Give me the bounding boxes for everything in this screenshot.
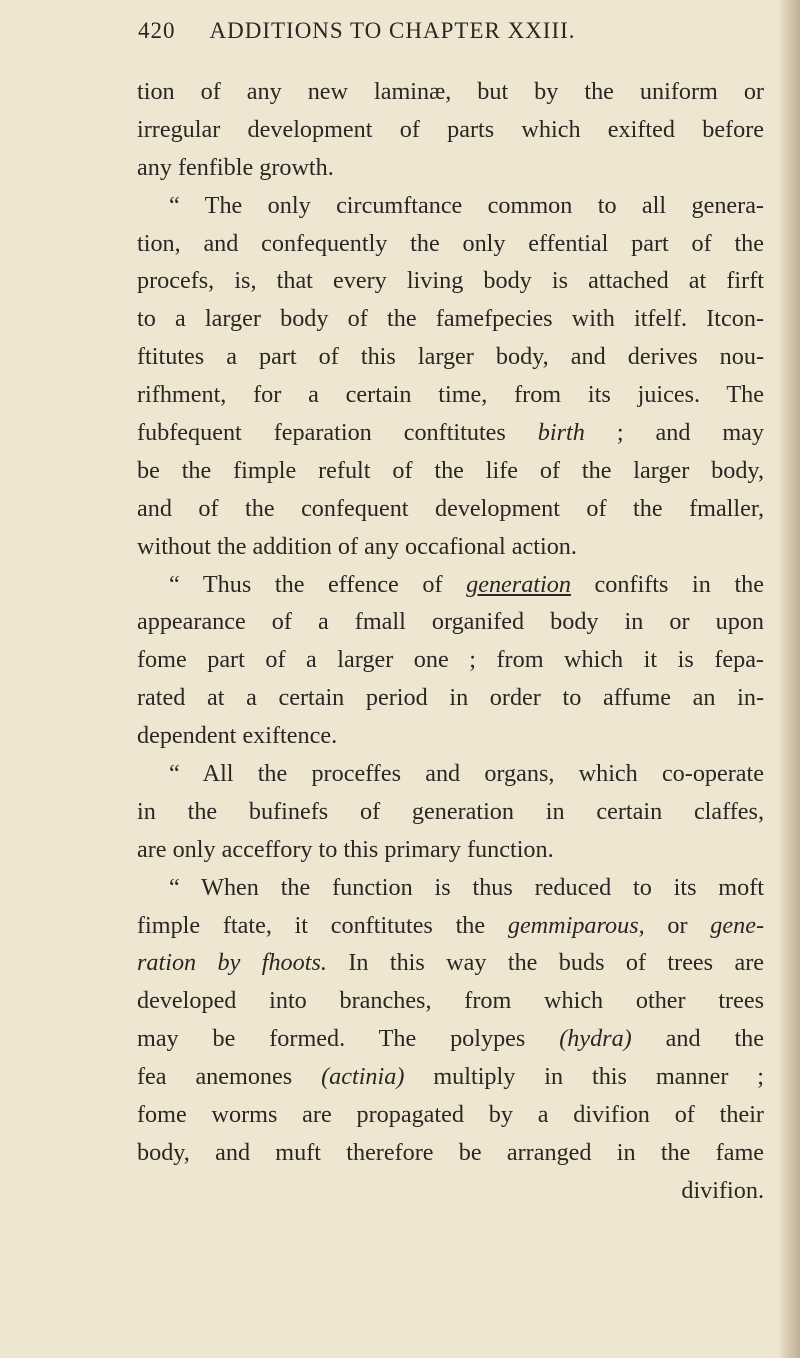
text-line: “ All the proceffes and organs, which co-operate [169,760,764,788]
text-run: confifts in the [594,570,764,598]
text-run: ; and may [616,419,765,447]
italic-term: (actinia) [321,1063,405,1091]
text-line: tion of any new laminæ, but by the uniform or [137,78,764,105]
text-line: rifhment, for a certain time, from its juices. The [137,381,764,409]
text-run: fimple ftate, it conftitutes the [137,911,486,939]
text-line: are only acceffory to this primary function. [137,835,554,863]
text-line: procefs, is, that every living body is attached at firft [137,267,764,295]
running-header [138,18,698,44]
text-run: fubfequent feparation conftitutes [137,419,506,447]
text-line: be the fimple refult of the life of the larger body, [137,456,764,484]
text-line: fome worms are propagated by a divifion of their [137,1101,764,1129]
text-line: irregular development of parts which exifted before [137,115,764,143]
text-line: appearance of a fmall organifed body in or upon [137,608,764,636]
text-line: tion, and confequently the only effential part of the [137,229,764,257]
italic-term: gene- [710,911,764,939]
text-line: “ The only circumftance common to all genera- [169,191,764,219]
text-line: rated at a certain period in order to affume an in- [137,684,764,712]
text-run: or [667,911,688,939]
text-run: multiply in this manner ; [433,1063,765,1091]
text-line [137,944,764,982]
text-line: without the addition of any occafional action. [137,532,577,560]
body-text [137,73,764,1210]
page-number: 420 [138,18,176,43]
text-line: and of the confequent development of the fmaller, [137,494,764,522]
text-run: fea anemones [137,1063,293,1091]
italic-term: birth [537,419,585,447]
text-line: to a larger body of the famefpecies with itfelf. Itcon- [137,305,764,333]
text-line: divifion. [681,1176,764,1204]
italic-term: (hydra) [559,1025,632,1053]
text-line: body, and muft therefore be arranged in the fame [137,1138,764,1166]
text-line [137,566,764,604]
text-line: any fenfible growth. [137,153,334,181]
text-line: dependent exiftence. [137,722,338,750]
text-run: and the [665,1025,764,1053]
text-line: developed into branches, from which other trees [137,987,764,1015]
text-line [137,414,764,452]
text-run: “ Thus the effence of [169,570,443,598]
text-line: “ When the function is thus reduced to its moft [169,873,764,901]
text-line: in the bufinefs of generation in certain claffes, [137,797,764,825]
text-line [137,1020,764,1058]
text-line: fome part of a larger one ; from which it is fepa- [137,646,764,674]
text-run: may be formed. The polypes [137,1025,526,1053]
text-line [137,1058,764,1096]
text-line [137,907,764,945]
italic-term: generation [466,570,571,598]
text-run: In this way the buds of trees are [348,949,764,977]
page-edge-shadow [778,0,800,1358]
text-line: ftitutes a part of this larger body, and derives nou- [137,343,764,371]
italic-term: ration by fhoots. [137,949,327,977]
running-title: ADDITIONS TO CHAPTER XXIII. [209,18,576,43]
italic-term: gemmiparous, [507,911,645,939]
